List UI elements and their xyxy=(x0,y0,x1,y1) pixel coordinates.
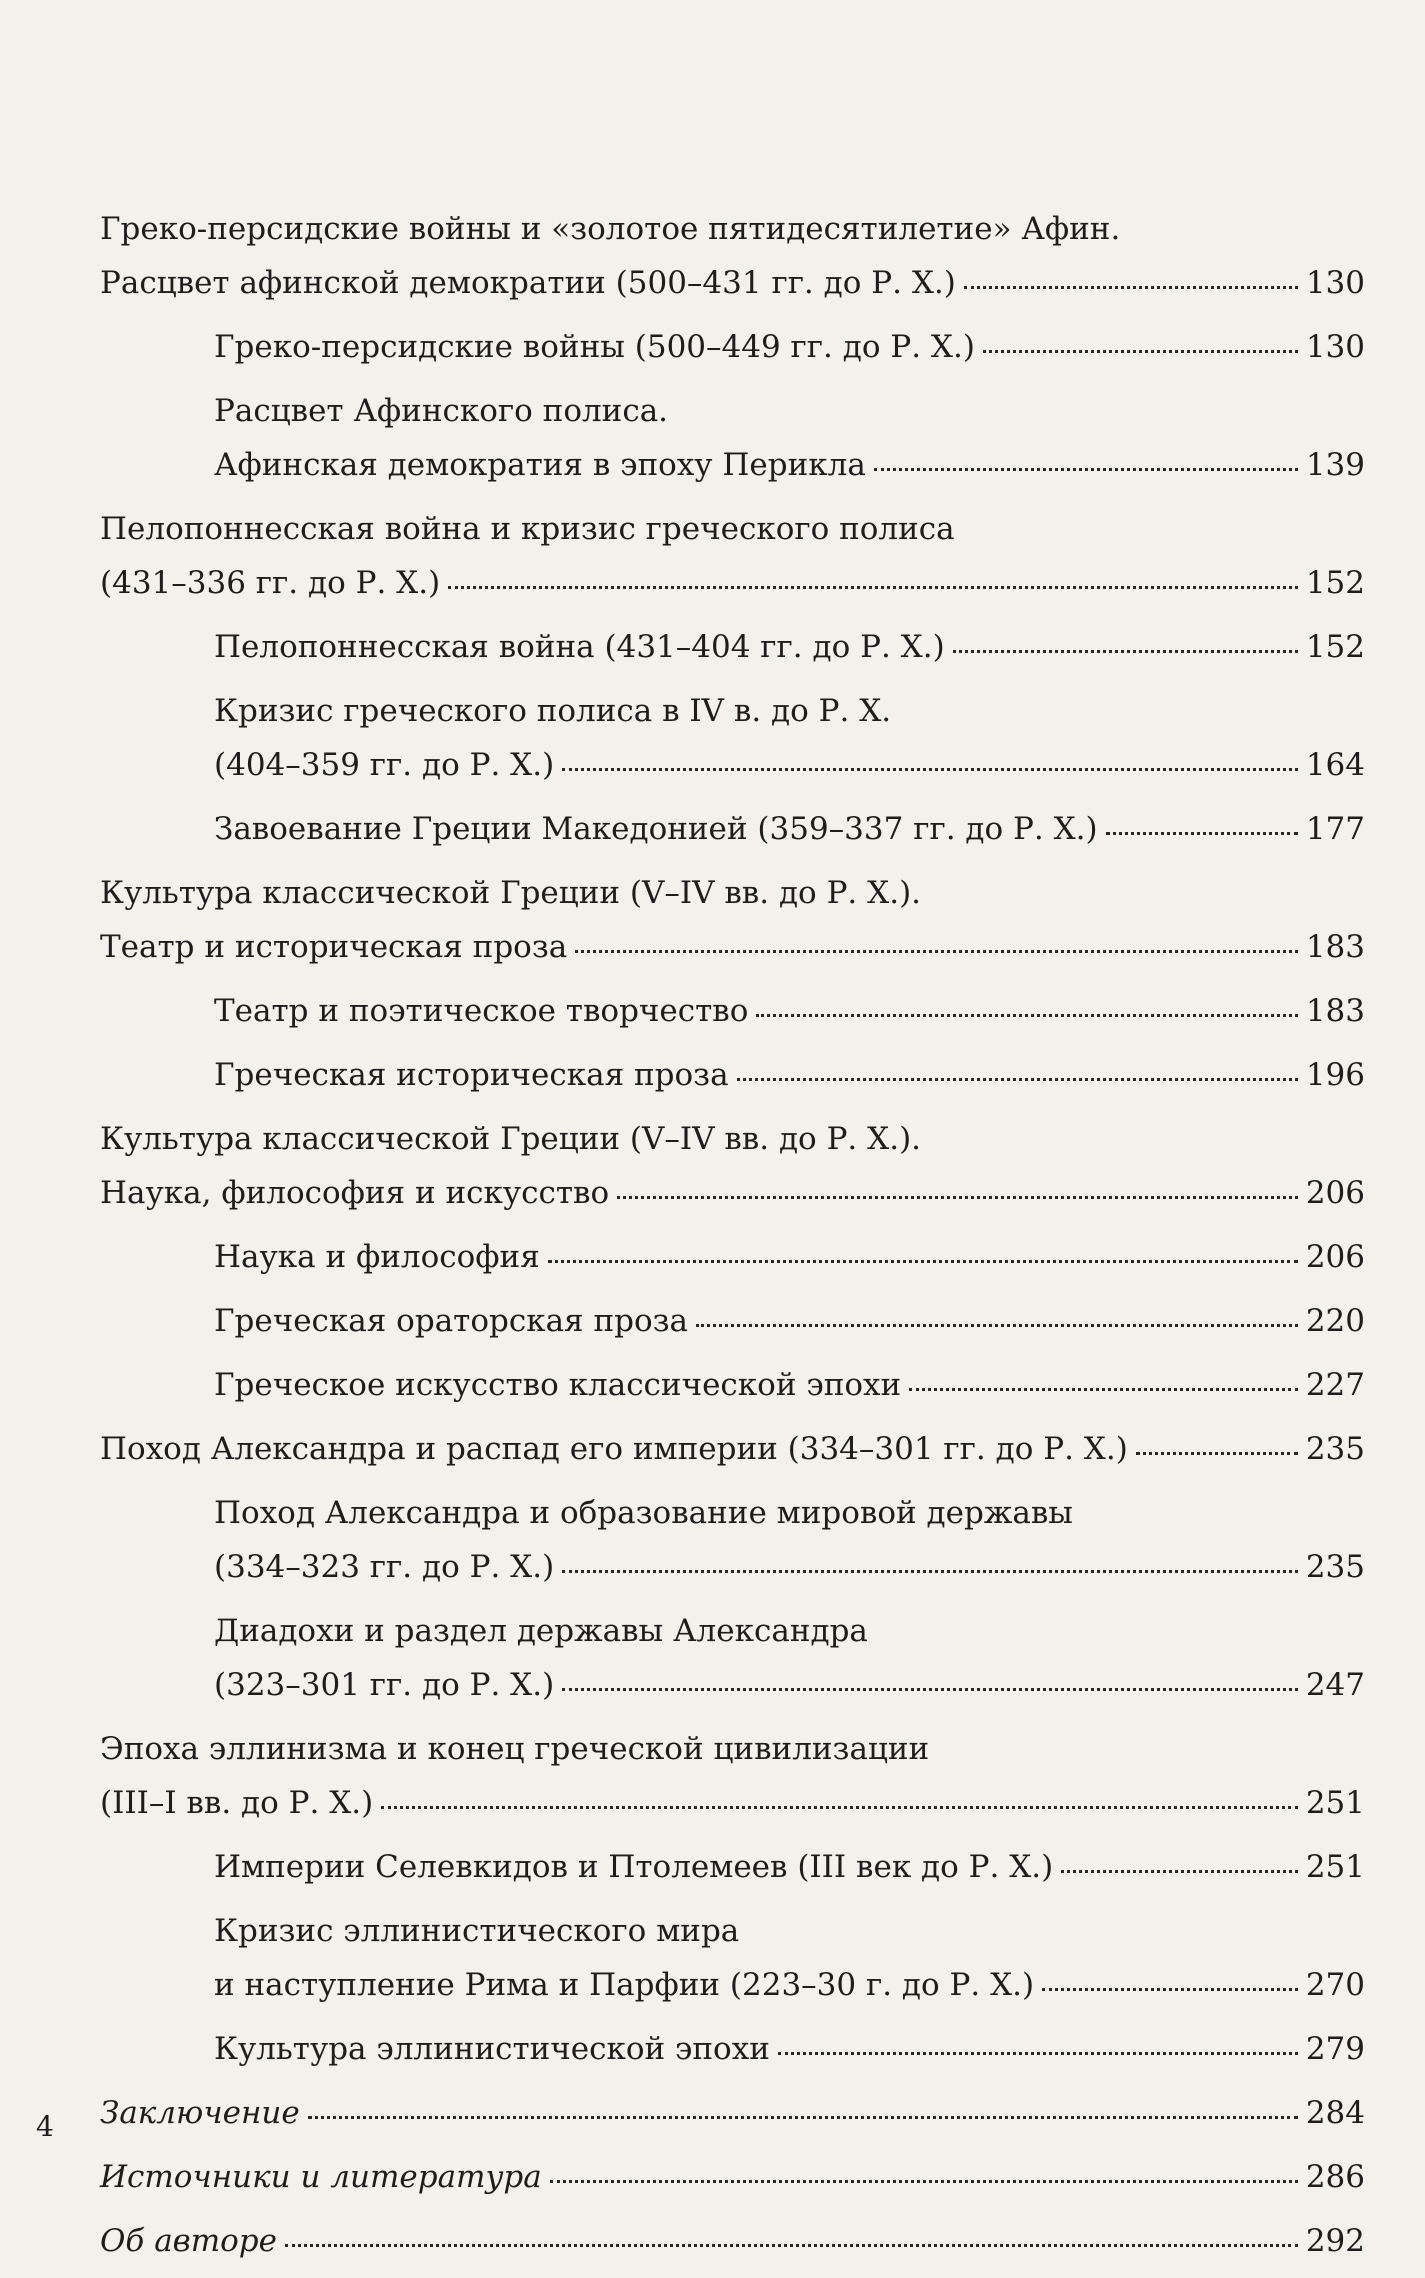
toc-entry xyxy=(100,502,1365,610)
dot-leader xyxy=(548,1260,1298,1263)
toc-entry-title: Греко-персидские войны и «золотое пятидесятилетие» Афин. xyxy=(100,211,1121,247)
toc-entry xyxy=(100,202,1365,310)
toc-line xyxy=(100,1722,1365,1776)
toc-page-number: 196 xyxy=(1305,1057,1365,1093)
toc-entry-title: (III–I вв. до Р. Х.) xyxy=(100,1785,374,1821)
toc-page-number: 183 xyxy=(1305,993,1365,1029)
dot-leader xyxy=(953,650,1298,653)
toc-line xyxy=(100,2214,1365,2268)
toc-page-number: 251 xyxy=(1305,1785,1365,1821)
toc-subentry xyxy=(100,320,1365,374)
toc-entry-title: Культура классической Греции (V–IV вв. до Р. Х.). xyxy=(100,875,922,911)
toc-subentry xyxy=(100,684,1365,792)
dot-leader xyxy=(308,2116,1298,2119)
toc-entry-title: Афинская демократия в эпоху Перикла xyxy=(214,447,866,483)
toc-line xyxy=(100,502,1365,556)
dot-leader xyxy=(381,1806,1298,1809)
toc-line xyxy=(214,1904,1365,1958)
toc-entry-title: и наступление Рима и Парфии (223–30 г. до Р. Х.) xyxy=(214,1967,1035,2003)
toc-entry-title: Об авторе xyxy=(100,2223,277,2259)
toc-page-number: 235 xyxy=(1305,1549,1365,1585)
toc-entry-title: Театр и поэтическое творчество xyxy=(214,993,749,1029)
toc-line xyxy=(100,1776,1365,1830)
toc-entry-title: (334–323 гг. до Р. Х.) xyxy=(214,1549,555,1585)
toc-line xyxy=(214,684,1365,738)
toc-entry xyxy=(100,1112,1365,1220)
dot-leader xyxy=(1136,1452,1298,1455)
toc-entry-title: Источники и литература xyxy=(100,2159,542,2195)
dot-leader xyxy=(1106,832,1298,835)
dot-leader xyxy=(696,1324,1298,1327)
toc-line xyxy=(214,620,1365,674)
toc-entry-title: (431–336 гг. до Р. Х.) xyxy=(100,565,441,601)
toc-page-number: 177 xyxy=(1305,811,1365,847)
toc-entry-title: Расцвет афинской демократии (500–431 гг. до Р. Х.) xyxy=(100,265,956,301)
toc-line xyxy=(214,1486,1365,1540)
toc-entry-title: Кризис греческого полиса в IV в. до Р. Х. xyxy=(214,693,892,729)
dot-leader xyxy=(285,2244,1298,2247)
toc-line xyxy=(214,1540,1365,1594)
dot-leader xyxy=(1061,1870,1298,1873)
toc-page-number: 251 xyxy=(1305,1849,1365,1885)
toc-entry xyxy=(100,2086,1365,2140)
toc-entry xyxy=(100,2214,1365,2268)
toc-subentry xyxy=(100,1604,1365,1712)
table-of-contents xyxy=(100,202,1365,2278)
toc-line xyxy=(214,1358,1365,1412)
toc-entry-title: (323–301 гг. до Р. Х.) xyxy=(214,1667,555,1703)
toc-line xyxy=(214,984,1365,1038)
toc-page-number: 206 xyxy=(1305,1239,1365,1275)
toc-line xyxy=(100,920,1365,974)
dot-leader xyxy=(562,1688,1298,1691)
toc-entry-title: Поход Александра и образование мировой державы xyxy=(214,1495,1073,1531)
dot-leader xyxy=(617,1196,1298,1199)
toc-line xyxy=(214,1658,1365,1712)
toc-page-number: 130 xyxy=(1305,329,1365,365)
toc-entry-title: Наука и философия xyxy=(214,1239,540,1275)
toc-page-number: 227 xyxy=(1305,1367,1365,1403)
toc-line xyxy=(214,2022,1365,2076)
toc-subentry xyxy=(100,2022,1365,2076)
toc-subentry xyxy=(100,1294,1365,1348)
toc-page-number: 220 xyxy=(1305,1303,1365,1339)
toc-line xyxy=(214,802,1365,856)
toc-entry-title: Эпоха эллинизма и конец греческой цивилизации xyxy=(100,1731,930,1767)
toc-entry xyxy=(100,2150,1365,2204)
toc-page-number: 152 xyxy=(1305,629,1365,665)
toc-line xyxy=(214,1230,1365,1284)
toc-subentry xyxy=(100,984,1365,1038)
toc-line xyxy=(100,2150,1365,2204)
toc-line xyxy=(214,320,1365,374)
dot-leader xyxy=(737,1078,1298,1081)
toc-entry-title: (404–359 гг. до Р. Х.) xyxy=(214,747,555,783)
toc-entry-title: Завоевание Греции Македонией (359–337 гг. до Р. Х.) xyxy=(214,811,1098,847)
toc-entry-title: Заключение xyxy=(100,2095,300,2131)
toc-line xyxy=(214,1604,1365,1658)
toc-page-number: 286 xyxy=(1305,2159,1365,2195)
toc-subentry xyxy=(100,1840,1365,1894)
dot-leader xyxy=(778,2052,1298,2055)
toc-subentry xyxy=(100,802,1365,856)
toc-page-number: 139 xyxy=(1305,447,1365,483)
toc-entry-title: Греческая ораторская проза xyxy=(214,1303,689,1339)
toc-entry-title: Пелопоннесская война (431–404 гг. до Р. Х.) xyxy=(214,629,945,665)
toc-entry-title: Расцвет Афинского полиса. xyxy=(214,393,669,429)
toc-line xyxy=(100,1422,1365,1476)
toc-line xyxy=(214,384,1365,438)
toc-line xyxy=(100,556,1365,610)
toc-line xyxy=(100,1112,1365,1166)
toc-entry-title: Пелопоннесская война и кризис греческого полиса xyxy=(100,511,955,547)
toc-page-number: 279 xyxy=(1305,2031,1365,2067)
dot-leader xyxy=(448,586,1298,589)
toc-page-number: 270 xyxy=(1305,1967,1365,2003)
toc-page-number: 130 xyxy=(1305,265,1365,301)
toc-line xyxy=(100,866,1365,920)
dot-leader xyxy=(874,468,1298,471)
toc-subentry xyxy=(100,620,1365,674)
toc-subentry xyxy=(100,1358,1365,1412)
toc-entry-title: Греко-персидские войны (500–449 гг. до Р. Х.) xyxy=(214,329,975,365)
dot-leader xyxy=(983,350,1298,353)
toc-page-number: 152 xyxy=(1305,565,1365,601)
toc-line xyxy=(214,1048,1365,1102)
toc-page-number: 183 xyxy=(1305,929,1365,965)
dot-leader xyxy=(756,1014,1297,1017)
toc-line xyxy=(100,2086,1365,2140)
dot-leader xyxy=(1042,1988,1298,1991)
toc-line xyxy=(214,1840,1365,1894)
toc-page-number: 247 xyxy=(1305,1667,1365,1703)
toc-line xyxy=(100,1166,1365,1220)
toc-entry-title: Греческая историческая проза xyxy=(214,1057,729,1093)
toc-entry-title: Культура эллинистической эпохи xyxy=(214,2031,770,2067)
dot-leader xyxy=(562,768,1298,771)
toc-entry-title: Наука, философия и искусство xyxy=(100,1175,610,1211)
toc-entry xyxy=(100,1722,1365,1830)
dot-leader xyxy=(964,286,1298,289)
toc-entry-title: Кризис эллинистического мира xyxy=(214,1913,740,1949)
toc-line xyxy=(100,202,1365,256)
toc-entry-title: Греческое искусство классической эпохи xyxy=(214,1367,902,1403)
toc-entry-title: Диадохи и раздел державы Александра xyxy=(214,1613,868,1649)
dot-leader xyxy=(575,950,1298,953)
toc-entry xyxy=(100,1422,1365,1476)
toc-page-number: 292 xyxy=(1305,2223,1365,2259)
toc-line xyxy=(100,256,1365,310)
toc-entry-title: Поход Александра и распад его империи (334–301 гг. до Р. Х.) xyxy=(100,1431,1128,1467)
toc-line xyxy=(214,438,1365,492)
toc-page-number: 164 xyxy=(1305,747,1365,783)
toc-subentry xyxy=(100,1486,1365,1594)
toc-entry-title: Империи Селевкидов и Птолемеев (III век до Р. Х.) xyxy=(214,1849,1054,1885)
toc-entry-title: Культура классической Греции (V–IV вв. до Р. Х.). xyxy=(100,1121,922,1157)
dot-leader xyxy=(550,2180,1298,2183)
page-number: 4 xyxy=(36,2110,54,2143)
toc-page-number: 206 xyxy=(1305,1175,1365,1211)
dot-leader xyxy=(562,1570,1298,1573)
toc-subentry xyxy=(100,1048,1365,1102)
toc-subentry xyxy=(100,384,1365,492)
toc-subentry xyxy=(100,1230,1365,1284)
toc-page-number: 235 xyxy=(1305,1431,1365,1467)
toc-entry xyxy=(100,866,1365,974)
dot-leader xyxy=(909,1388,1298,1391)
toc-subentry xyxy=(100,1904,1365,2012)
toc-line xyxy=(214,1294,1365,1348)
toc-entry-title: Театр и историческая проза xyxy=(100,929,568,965)
toc-line xyxy=(214,738,1365,792)
toc-line xyxy=(214,1958,1365,2012)
toc-page-number: 284 xyxy=(1305,2095,1365,2131)
